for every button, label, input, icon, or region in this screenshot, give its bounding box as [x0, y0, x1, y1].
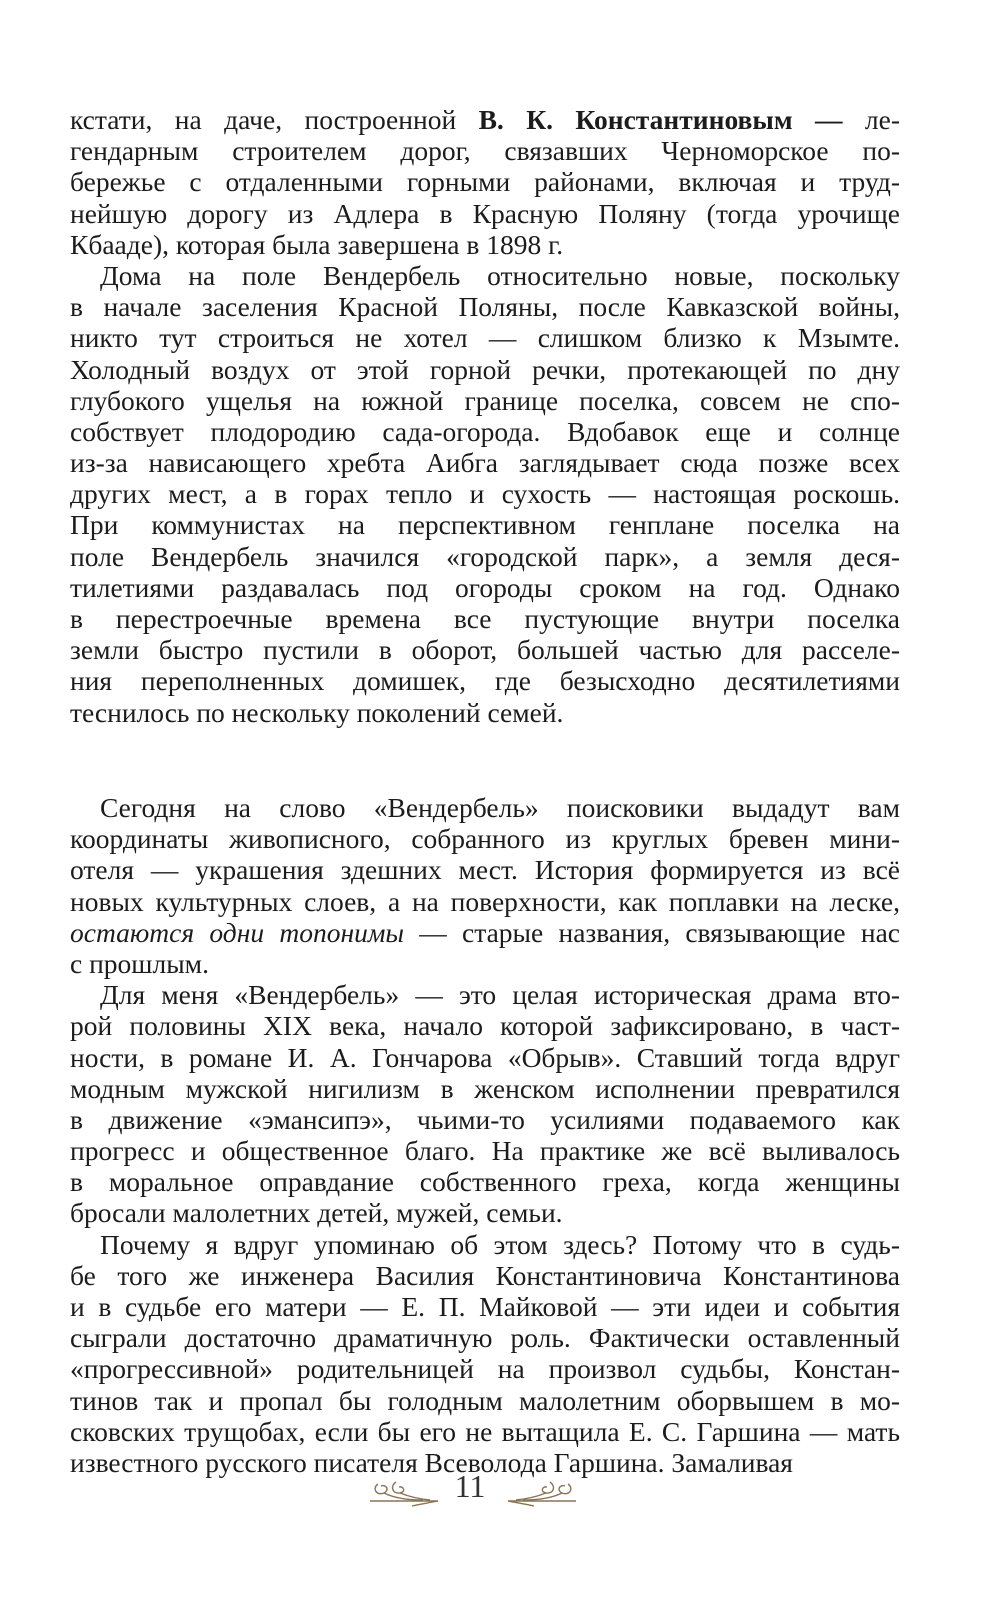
text-run: кстати, на даче, построенной: [70, 104, 479, 135]
text-line: ния переполненных домишек, где безысходно десятилетиями: [70, 665, 900, 697]
text-line: [70, 917, 900, 948]
text-line: тилетиями раздавалась под огороды сроком на год. Однако: [70, 571, 900, 603]
text-line: новых культурных слоев, а на поверхности, как поплавки на леске,: [70, 885, 900, 917]
text-line: «прогрессивной» родительницей на произвол судьбы, Констан-: [70, 1353, 900, 1385]
text-line: сыграли достаточно драматичную роль. Фактически оставленный: [70, 1322, 900, 1354]
left-flourish-icon: [368, 1476, 448, 1510]
text-line: известного русского писателя Всеволода Гаршина. Замаливая: [70, 1446, 793, 1478]
text-line: [70, 104, 900, 135]
text-line: бережье с отдаленными горными районами, включая и труд-: [70, 166, 900, 198]
text-line: сковских трущобах, если бы его не вытащила Е. С. Гаршина — мать: [70, 1415, 900, 1447]
text-line: При коммунистах на перспективном генплане поселка на: [70, 509, 900, 541]
text-line: прогресс и общественное благо. На практике же всё выливалось: [70, 1135, 900, 1167]
text-line: Для меня «Вендербель» — это целая историческая драма вто-: [100, 979, 900, 1011]
text-line: Кбааде), которая была завершена в 1898 г.: [70, 228, 564, 260]
text-line: Дома на поле Вендербель относительно новые, поскольку: [100, 259, 900, 291]
text-line: Сегодня на слово «Вендербель» поисковики выдадут вам: [100, 792, 900, 823]
text-line: ности, в романе И. А. Гончарова «Обрыв». Ставший тогда вдруг: [70, 1041, 900, 1073]
right-flourish-icon: [498, 1476, 578, 1510]
text-line: отеля — украшения здешних мест. История формируется из всё: [70, 854, 900, 886]
text-line: и в судьбе его матери — Е. П. Майковой — эти идеи и события: [70, 1291, 900, 1322]
text-line: нейшую дорогу из Адлера в Красную Поляну (тогда урочище: [70, 197, 900, 229]
text-line: земли быстро пустили в оборот, большей частью для расселе-: [70, 634, 900, 666]
text-run: — старые названия, связывающие нас: [404, 916, 900, 948]
text-line: собствует плодородию сада-огорода. Вдобавок еще и солнце: [70, 415, 900, 447]
text-line: в движение «эмансипэ», чьими-то усилиями подаваемого как: [70, 1103, 900, 1135]
bold-name: В. К. Константиновым —: [478, 104, 843, 135]
text-line: рой половины XIX века, начало которой зафиксировано, в част-: [70, 1010, 900, 1042]
text-line: координаты живописного, собранного из круглых бревен мини-: [70, 823, 900, 855]
italic-phrase: остаются одни топонимы: [70, 916, 405, 948]
text-block-top: [70, 104, 900, 728]
text-line: Почему я вдруг упоминаю об этом здесь? Потому что в судь-: [100, 1228, 900, 1260]
text-line: гендарным строителем дорог, связавших Черноморское по-: [70, 135, 900, 167]
page-number: 11: [454, 1468, 486, 1504]
text-line: с прошлым.: [70, 947, 209, 979]
paragraph: [70, 104, 900, 260]
text-line: поле Вендербель значился «городской парк», а земля деся-: [70, 540, 900, 572]
paragraph: [70, 979, 900, 1229]
text-run: ле-: [842, 104, 900, 135]
page-footer: [0, 1462, 1000, 1522]
text-block-bottom: [70, 792, 900, 1478]
text-line: других мест, а в горах тепло и сухость — настоящая роскошь.: [70, 478, 900, 510]
text-line: Холодный воздух от этой горной речки, протекающей по дну: [70, 353, 900, 385]
text-line: бросали малолетних детей, мужей, семьи.: [70, 1197, 563, 1229]
paragraph: [70, 792, 900, 979]
text-line: модным мужской нигилизм в женском исполнении превратился: [70, 1072, 900, 1104]
text-line: в начале заселения Красной Поляны, после Кавказской войны,: [70, 291, 900, 323]
paragraph: [70, 260, 900, 728]
text-line: никто тут строиться не хотел — слишком близко к Мзымте.: [70, 322, 900, 354]
text-line: тинов так и пропал бы голодным малолетним оборвышем в мо-: [70, 1384, 900, 1416]
text-line: из-за нависающего хребта Аибга заглядывает сюда позже всех: [70, 447, 900, 479]
text-line: в моральное оправдание собственного греха, когда женщины: [70, 1166, 900, 1198]
text-line: теснилось по нескольку поколений семей.: [70, 696, 564, 728]
text-line: в перестроечные времена все пустующие внутри поселка: [70, 603, 900, 634]
paragraph: [70, 1229, 900, 1479]
text-line: бе того же инженера Василия Константиновича Константинова: [70, 1259, 900, 1291]
text-line: глубокого ущелья на южной границе поселка, совсем не спо-: [70, 384, 900, 416]
